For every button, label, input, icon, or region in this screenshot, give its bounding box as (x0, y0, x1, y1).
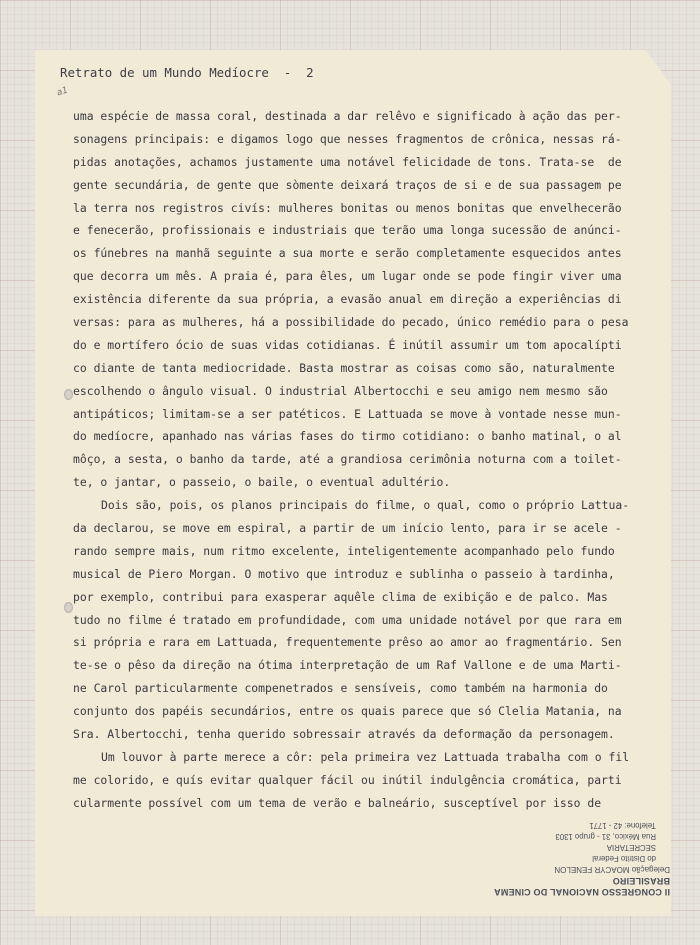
text-line: cularmente possível com um tema de verão e balneário, susceptível por isso de (73, 795, 602, 810)
congress-stamp (450, 820, 670, 897)
text-line: me colorido, e quís evitar qualquer fácil ou inútil indulgência cromática, parti (73, 772, 622, 787)
text-line: Um louvor à parte merece a côr: pela primeira vez Lattuada trabalha com o fil (101, 749, 630, 764)
text-line: Sra. Albertocchi, tenha querido sobressair através da deformação da personagem. (73, 727, 615, 742)
stamp-line: Rua México, 31 - grupo 1303 (555, 832, 656, 841)
text-line: si própria e rara em Lattuada, frequentemente prêso ao amor ao fragmentário. Sen (73, 635, 622, 650)
punch-hole-bottom (64, 602, 73, 613)
text-line: conjunto dos papéis secundários, entre os quais parece que só Clelia Matania, na (73, 704, 622, 719)
stamp-line: II CONGRESSO NACIONAL DO CINEMA BRASILEIRO (494, 876, 670, 897)
text-line: versas: para as mulheres, há a possibilidade do pecado, único remédio para o pesa (73, 315, 629, 330)
text-line: antipáticos; limitam-se a ser patéticos. E Lattuada se move à vontade nesse mun- (73, 406, 622, 421)
punch-hole-top (64, 389, 73, 400)
text-line: que decorra um mês. A praia é, para êles, um lugar onde se pode fingir viver uma (73, 269, 622, 284)
stamp-line: do Distrito Federal (592, 854, 656, 863)
text-line: te-se o pêso da direção na ótima interpretação de um Raf Vallone e de uma Marti- (73, 658, 622, 673)
text-line: co diante de tanta mediocridade. Basta mostrar as coisas como são, naturalmente (73, 360, 615, 375)
stamp-line: Delegação MOACYR FENELON (554, 865, 670, 874)
text-line: do e mortífero ócio de suas vidas cotidianas. É inútil assumir um tom apocalípti (73, 337, 622, 352)
text-line: te, o jantar, o passeio, o baile, o eventual adultério. (73, 475, 451, 490)
text-line: por exemplo, contribui para exasperar aquêle clima de exibição e de palco. Mas (73, 589, 608, 604)
text-line: e fenecerão, profissionais e industriais que terão uma longa sucessão de anúnci- (73, 223, 622, 238)
text-line: musical de Piero Morgan. O motivo que introduz e sublinha o passeio à tardinha, (73, 566, 615, 581)
page-header: Retrato de um Mundo Medíocre - 2 (60, 65, 314, 80)
text-line: escolhendo o ângulo visual. O industrial Albertocchi e seu amigo nem mesmo são (73, 383, 608, 398)
text-line: tudo no filme é tratado em profundidade, com uma unidade notável por que rara em (73, 612, 622, 627)
text-line: gente secundária, de gente que sòmente deixará traços de si e de sua passagem pe (73, 177, 622, 192)
text-line: Dois são, pois, os planos principais do filme, o qual, como o próprio Lattua- (101, 498, 630, 513)
text-line: pidas anotações, achamos justamente uma notável felicidade de tons. Trata-se de (73, 154, 622, 169)
text-line: môço, a sesta, o banho da tarde, até a grandiosa cerimônia noturna com a toilet- (73, 452, 622, 467)
text-line: uma espécie de massa coral, destinada a dar relêvo e significado à ação das per- (73, 109, 622, 123)
stamp-line: Telefone: 42 - 1771 (589, 821, 656, 830)
text-line: da declarou, se move em espiral, a partir de um início lento, para ir se acele - (73, 521, 622, 536)
text-line: la terra nos registros civís: mulheres bonitas ou menos bonitas que envelhecerão (73, 200, 622, 215)
text-line: do medíocre, apanhado nas várias fases do tirmo cotidiano: o banho matinal, o al (73, 429, 622, 444)
body-text (73, 105, 643, 815)
text-line: rando sempre mais, num ritmo excelente, inteligentemente acompanhado pelo fundo (73, 543, 615, 558)
text-line: os fúnebres na manhã seguinte a sua morte e serão completamente esquecidos antes (73, 246, 622, 261)
text-line: sonagens principais: e digamos logo que nesses fragmentos de crônica, nessas rá- (73, 131, 622, 146)
stamp-line: SECRETARIA (606, 843, 656, 852)
text-line: existência diferente da sua própria, a evasão anual em direção a experiências di (73, 292, 622, 307)
text-line: ne Carol particularmente compenetrados e sensíveis, como também na harmonia do (73, 681, 608, 696)
pencil-mark: a1 (55, 85, 70, 99)
